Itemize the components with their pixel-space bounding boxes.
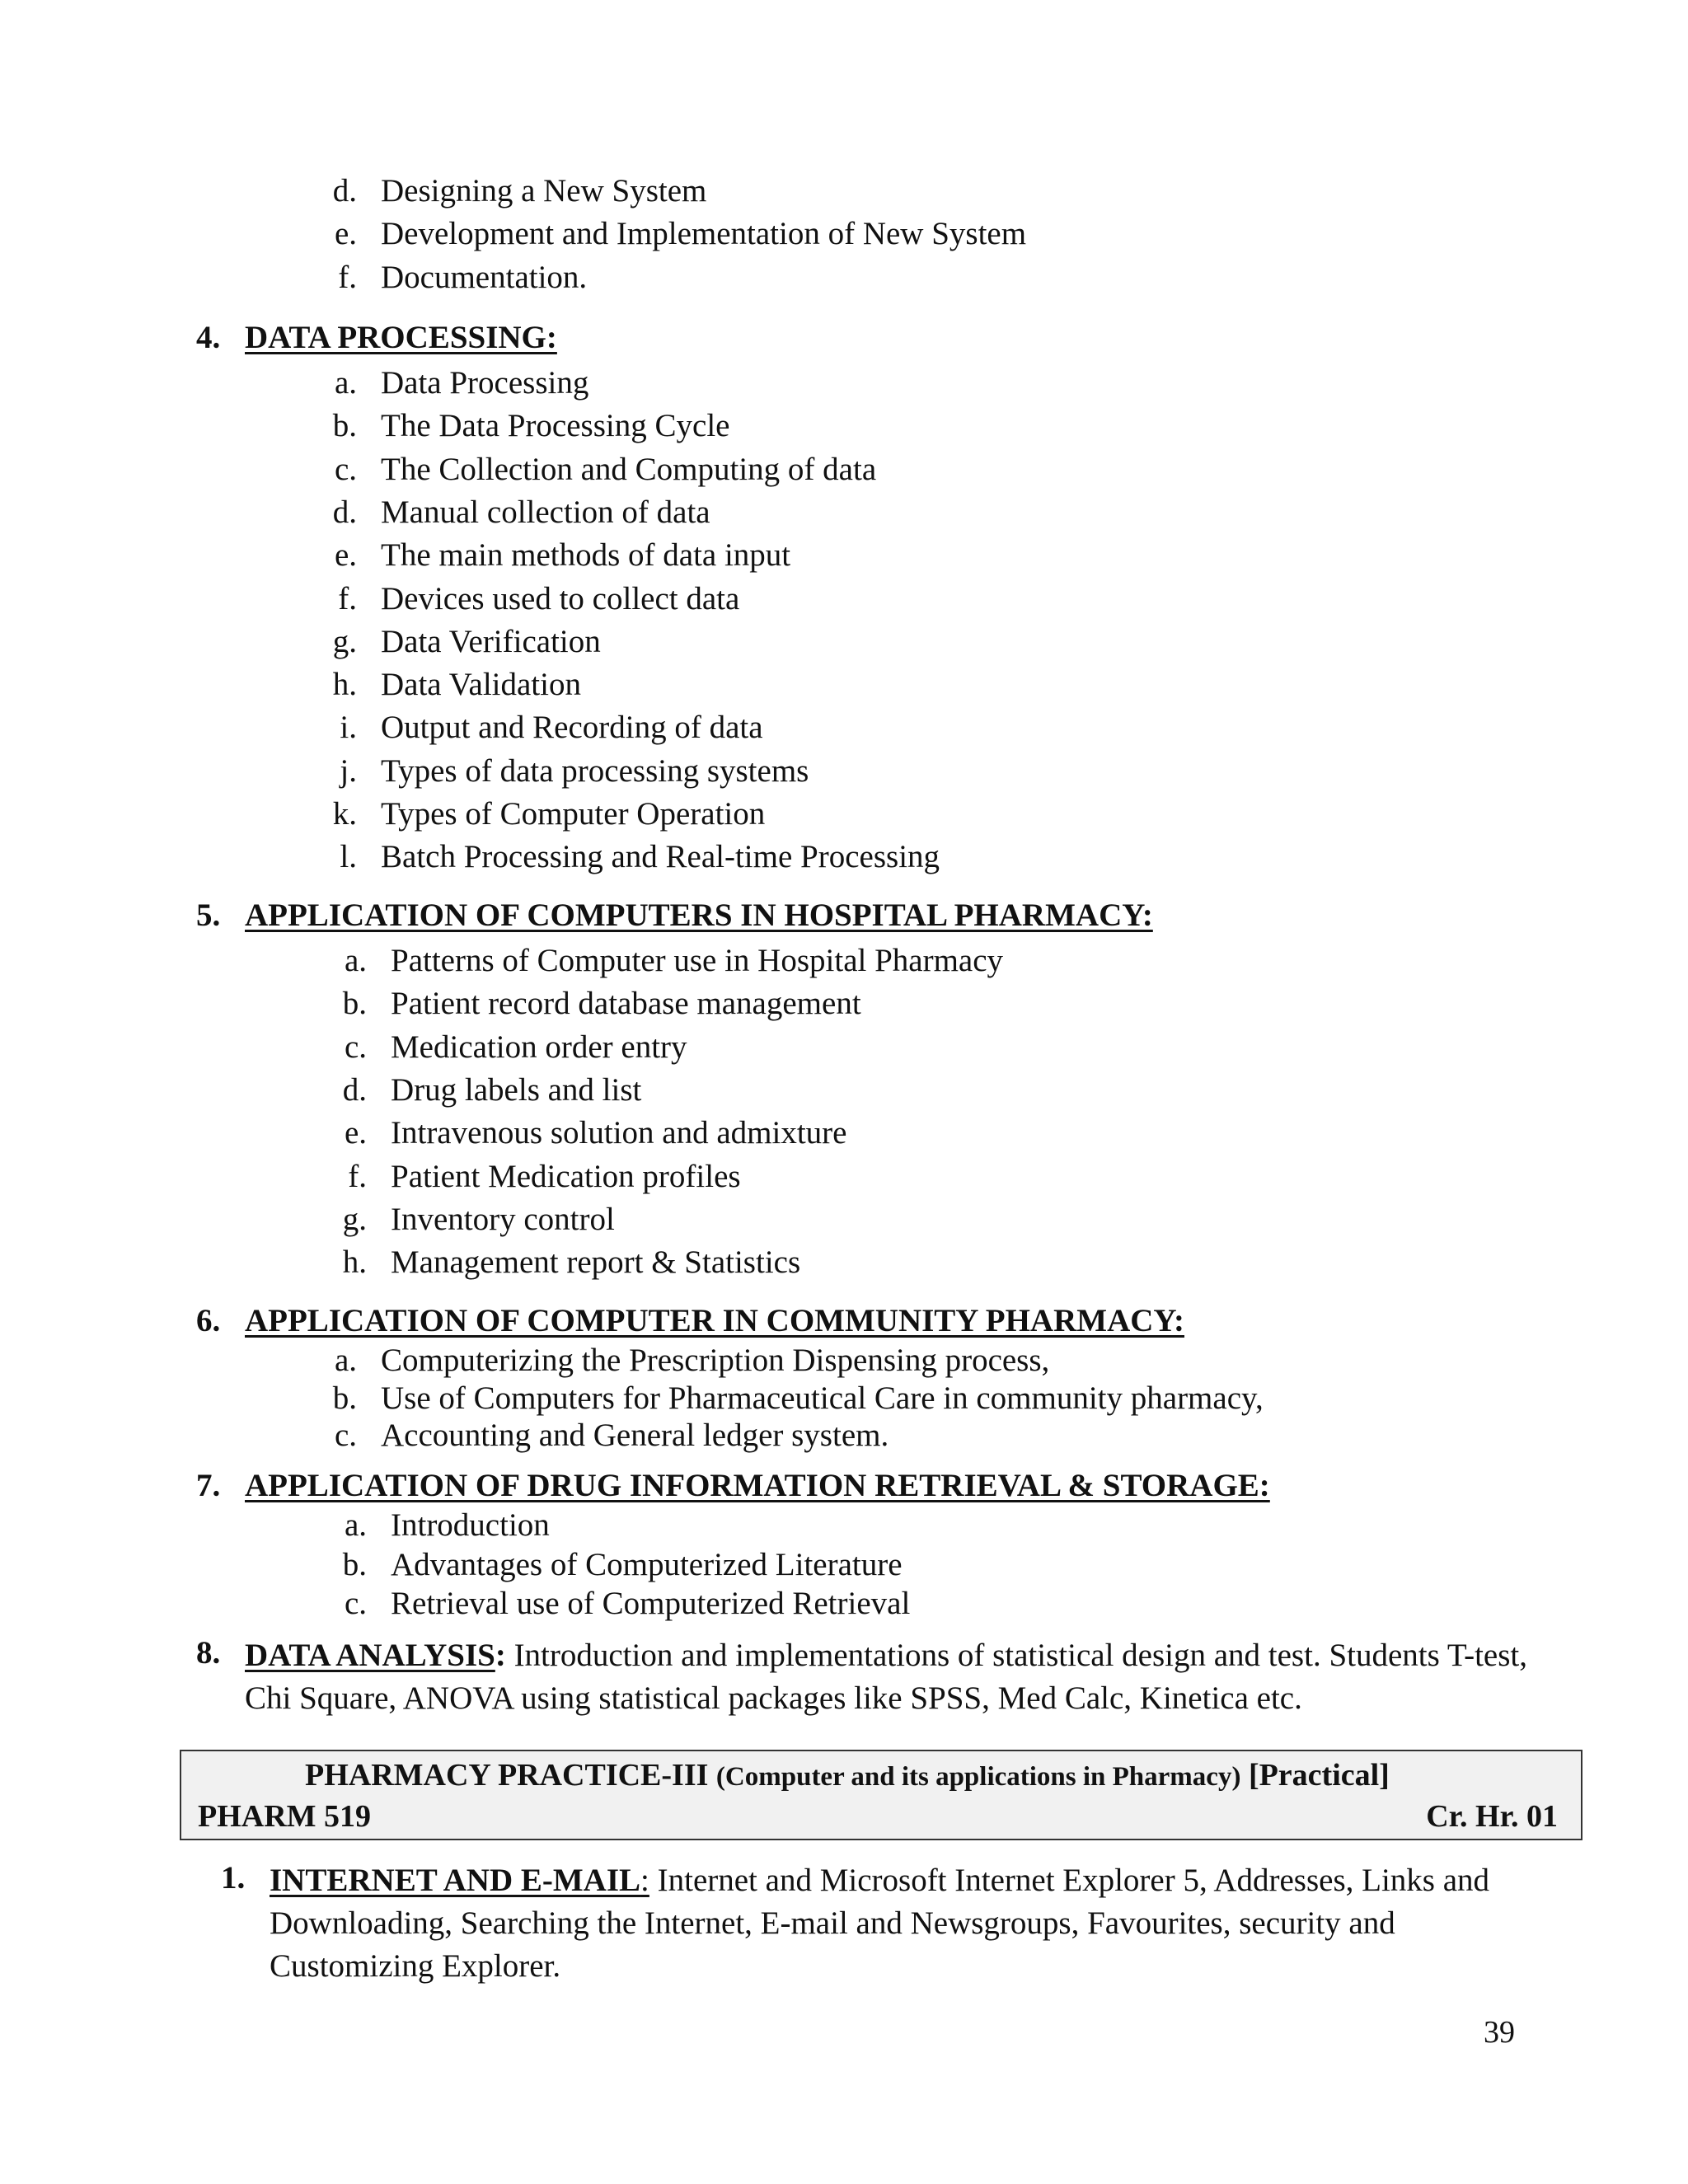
section-number: 6. bbox=[196, 1303, 221, 1338]
list-item-text: Use of Computers for Pharmaceutical Care in community pharmacy, bbox=[381, 1380, 1264, 1416]
section-title: DATA ANALYSIS bbox=[245, 1638, 495, 1673]
list-item-text: Management report & Statistics bbox=[391, 1244, 801, 1281]
course-code: PHARM 519 bbox=[198, 1799, 372, 1834]
list-item-marker: f. bbox=[338, 259, 357, 295]
list-item-text: Types of Computer Operation bbox=[381, 796, 766, 832]
list-item bbox=[0, 1339, 1688, 1382]
section-title: APPLICATION OF COMPUTERS IN HOSPITAL PHARMACY: bbox=[245, 898, 1153, 933]
page-number: 39 bbox=[1484, 2015, 1515, 2050]
list-item bbox=[0, 1241, 1688, 1284]
list-item-text: Manual collection of data bbox=[381, 494, 710, 530]
course-title-line bbox=[305, 1755, 1390, 1797]
list-item-text: Drug labels and list bbox=[391, 1071, 642, 1108]
list-item bbox=[0, 836, 1688, 879]
list-item-text: Retrieval use of Computerized Retrieval bbox=[391, 1586, 911, 1621]
list-item bbox=[0, 362, 1688, 405]
course-subtitle: (Computer and its applications in Pharmacy) bbox=[715, 1762, 1241, 1792]
list-item bbox=[0, 1504, 1688, 1547]
list-item bbox=[0, 1544, 1688, 1586]
section-title-colon: : bbox=[640, 1863, 649, 1898]
list-item-marker: h. bbox=[342, 1244, 367, 1281]
list-item-marker: a. bbox=[334, 365, 357, 401]
list-item bbox=[0, 982, 1688, 1025]
course-credits: Cr. Hr. 01 bbox=[1426, 1799, 1558, 1834]
list-item-text: Inventory control bbox=[391, 1201, 615, 1237]
list-item-marker: c. bbox=[334, 1418, 357, 1453]
list-item-marker: g. bbox=[332, 623, 357, 659]
list-item-marker: e. bbox=[344, 1115, 367, 1151]
list-item-marker: d. bbox=[332, 494, 357, 530]
list-item bbox=[0, 663, 1688, 706]
list-item bbox=[0, 706, 1688, 749]
list-item-marker: f. bbox=[338, 580, 357, 616]
course-title: PHARMACY PRACTICE-III bbox=[305, 1758, 709, 1793]
practical-1-paragraph bbox=[270, 1859, 1555, 1988]
list-item-text: The main methods of data input bbox=[381, 537, 791, 574]
section-number: 1. bbox=[221, 1860, 246, 1896]
course-info-box bbox=[180, 1750, 1582, 1840]
list-item bbox=[0, 750, 1688, 793]
list-item bbox=[0, 940, 1688, 982]
list-item bbox=[0, 170, 1688, 213]
list-item-text: Data Validation bbox=[381, 667, 581, 703]
list-item bbox=[0, 1582, 1688, 1625]
list-item-marker: a. bbox=[344, 1507, 367, 1543]
list-item-marker: a. bbox=[344, 943, 367, 978]
list-item-text: Batch Processing and Real-time Processing bbox=[381, 839, 940, 875]
list-item bbox=[0, 534, 1688, 577]
list-item-marker: a. bbox=[334, 1343, 357, 1378]
list-item-text: Patterns of Computer use in Hospital Pharmacy bbox=[391, 943, 1004, 978]
list-item-marker: g. bbox=[342, 1201, 367, 1237]
list-item-marker: f. bbox=[348, 1158, 367, 1194]
list-item bbox=[0, 1069, 1688, 1112]
list-item-marker: b. bbox=[332, 408, 357, 444]
list-item-text: The Collection and Computing of data bbox=[381, 451, 877, 487]
list-item bbox=[0, 1414, 1688, 1457]
list-item-text: Patient record database management bbox=[391, 986, 861, 1022]
list-item-marker: c. bbox=[344, 1586, 367, 1621]
list-item-marker: e. bbox=[334, 216, 357, 252]
list-item-text: Data Processing bbox=[381, 365, 589, 401]
list-item-marker: b. bbox=[342, 986, 367, 1022]
list-item-text: Types of data processing systems bbox=[381, 752, 809, 789]
section-title-colon: : bbox=[495, 1638, 506, 1673]
list-item bbox=[0, 1155, 1688, 1198]
list-item-text: Patient Medication profiles bbox=[391, 1158, 741, 1194]
list-item-text: Output and Recording of data bbox=[381, 710, 763, 746]
section-number: 8. bbox=[196, 1635, 221, 1671]
list-item-marker: h. bbox=[332, 667, 357, 703]
section-number: 4. bbox=[196, 320, 221, 355]
list-item-text: Development and Implementation of New System bbox=[381, 216, 1027, 252]
list-item-marker: c. bbox=[344, 1029, 367, 1065]
list-item-marker: e. bbox=[334, 537, 357, 574]
list-item-text: Accounting and General ledger system. bbox=[381, 1418, 889, 1453]
section-5-heading bbox=[0, 897, 1688, 940]
list-item bbox=[0, 1377, 1688, 1420]
section-number: 7. bbox=[196, 1468, 221, 1503]
list-item-text: Documentation. bbox=[381, 259, 588, 295]
list-item bbox=[0, 491, 1688, 534]
list-item-marker: l. bbox=[340, 839, 357, 875]
section-title: APPLICATION OF DRUG INFORMATION RETRIEVAL & STORAGE: bbox=[245, 1468, 1270, 1503]
list-item-text: Computerizing the Prescription Dispensing process, bbox=[381, 1343, 1050, 1378]
list-item-marker: b. bbox=[342, 1546, 367, 1582]
list-item-marker: b. bbox=[332, 1380, 357, 1416]
list-item-text: Devices used to collect data bbox=[381, 580, 740, 616]
list-item-text: Designing a New System bbox=[381, 173, 707, 209]
list-item-marker: c. bbox=[334, 451, 357, 487]
list-item-marker: d. bbox=[332, 173, 357, 209]
list-item bbox=[0, 793, 1688, 836]
list-item-text: Introduction bbox=[391, 1507, 550, 1543]
list-item-marker: k. bbox=[332, 796, 357, 832]
section-title: INTERNET AND E-MAIL bbox=[270, 1863, 641, 1898]
list-item-text: Intravenous solution and admixture bbox=[391, 1115, 847, 1151]
list-item-marker: j. bbox=[340, 752, 357, 789]
list-item-text: The Data Processing Cycle bbox=[381, 408, 730, 444]
section-title: DATA PROCESSING: bbox=[245, 320, 557, 355]
section-4-heading bbox=[0, 319, 1688, 362]
list-item bbox=[0, 1198, 1688, 1241]
list-item bbox=[0, 448, 1688, 491]
list-item bbox=[0, 1026, 1688, 1069]
section-number: 5. bbox=[196, 898, 221, 933]
list-item-marker: i. bbox=[340, 710, 357, 746]
list-item bbox=[0, 578, 1688, 621]
list-item-text: Data Verification bbox=[381, 623, 601, 659]
list-item bbox=[0, 1112, 1688, 1155]
list-item bbox=[0, 256, 1688, 299]
list-item bbox=[0, 405, 1688, 448]
list-item bbox=[0, 621, 1688, 663]
section-8-text: Introduction and implementations of statistical design and test. Students T-test, Chi Square, ANOVA using statistical packages like SPSS, Med Calc, Kinetica etc. bbox=[245, 1638, 1527, 1716]
list-item-text: Medication order entry bbox=[391, 1029, 687, 1065]
course-type: [Practical] bbox=[1248, 1758, 1390, 1793]
section-title: APPLICATION OF COMPUTER IN COMMUNITY PHARMACY: bbox=[245, 1303, 1184, 1338]
list-item bbox=[0, 213, 1688, 255]
section-8-paragraph bbox=[245, 1634, 1547, 1720]
practical-1-text: Internet and Microsoft Internet Explorer 5, Addresses, Links and Downloading, Searching the Internet, E-mail and Newsgroups, Favourites, security and Customizing Explorer. bbox=[270, 1863, 1490, 1984]
list-item-text: Advantages of Computerized Literature bbox=[391, 1546, 903, 1582]
list-item-marker: d. bbox=[342, 1071, 367, 1108]
